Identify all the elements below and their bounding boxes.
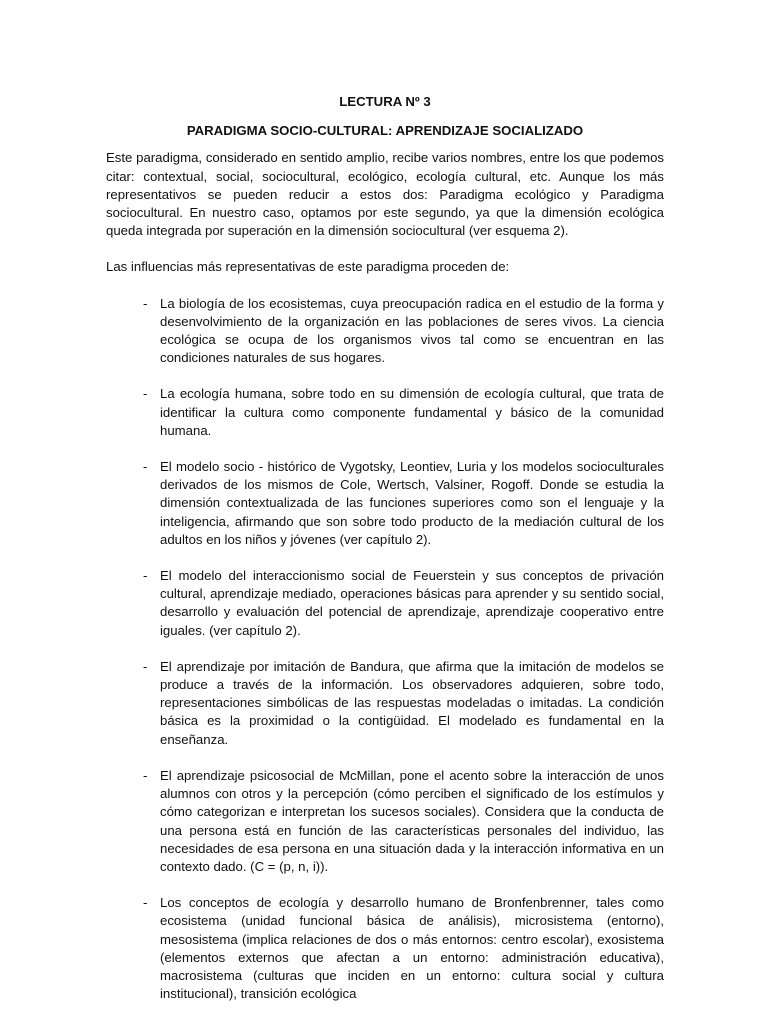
- bullet-dash: -: [143, 658, 148, 674]
- bullet-dash: -: [143, 767, 148, 783]
- list-item: [106, 385, 664, 440]
- list-item-text: El aprendizaje por imitación de Bandura, que afirma que la imitación de modelos se produce a través de la información. Los observadores adquieren, sobre todo, representaciones simbólicas de las respuestas modeladas o imitadas. La condición básica es la proximidad o la contigüidad. El modelado es fundamental en la enseñanza.: [160, 658, 664, 747]
- bullet-dash: -: [143, 568, 148, 584]
- bullet-dash: -: [143, 386, 148, 402]
- list-item: [106, 295, 664, 368]
- document-body: [106, 93, 664, 1021]
- lead-paragraph: Las influencias más representativas de este paradigma proceden de:: [106, 259, 510, 275]
- bullet-dash: -: [143, 295, 148, 311]
- intro-paragraph: Este paradigma, considerado en sentido amplio, recibe varios nombres, entre los que podemos citar: contextual, social, sociocultural, ecológico, ecología cultural, etc. Aunque los más representativos se pueden reducir a estos dos: Paradigma ecológico y Paradigma sociocultural. En nuestro caso, optamos por este segundo, ya que la dimensión ecológica queda integrada por superación en la dimensión sociocultural (ver esquema 2).: [106, 150, 664, 239]
- page-subtitle: PARADIGMA SOCIO-CULTURAL: APRENDIZAJE SOCIALIZADO: [186, 123, 584, 139]
- list-item-text: La biología de los ecosistemas, cuya preocupación radica en el estudio de la forma y desenvolvimiento de la organización en las poblaciones de seres vivos. La ciencia ecológica se ocupa de los organismos vivos tal como se encuentran en las condiciones naturales de sus hogares.: [160, 295, 664, 366]
- list-item-text: El modelo socio - histórico de Vygotsky, Leontiev, Luria y los modelos socioculturales derivados de los mismos de Cole, Wertsch, Valsiner, Rogoff. Donde se estudia la dimensión contextualizada de las funciones superiores como son el lenguaje y la inteligencia, afirmando que son sobre todo producto de la mediación cultural de los adultos en los niños y jóvenes (ver capítulo 2).: [160, 459, 664, 547]
- bullet-dash: -: [143, 459, 148, 475]
- bullet-dash: -: [143, 895, 148, 911]
- list-item-text: El aprendizaje psicosocial de McMillan, pone el acento sobre la interacción de unos alumnos con otros y la percepción (cómo perciben el significado de los estímulos y cómo categorizan e interpretan los sucesos sociales). Considera que la conducta de una persona está en función de las características personales del individuo, las necesidades de esa persona en una situación dada y la interacción informativa en un contexto dado. (C = (p, n, i)).: [160, 767, 664, 874]
- list-item-text: La ecología humana, sobre todo en su dimensión de ecología cultural, que trata de identificar la cultura como componente fundamental y básico de la comunidad humana.: [160, 386, 664, 438]
- page-title: LECTURA Nº 3: [339, 94, 431, 109]
- list-item-text: Los conceptos de ecología y desarrollo humano de Bronfenbrenner, tales como ecosistema (unidad funcional básica de análisis), microsistema (entorno), mesosistema (implica relaciones de dos o más entornos: centro escolar), exosistema (elementos externos que afectan a un entorno: administración educativa), macrosistema (culturas que inciden en un entorno: cultura social y cultura institucional), transición ecológica: [160, 895, 664, 1002]
- list-item: [106, 767, 664, 876]
- list-item: [106, 458, 664, 549]
- list-item: [106, 567, 664, 640]
- list-item: [106, 894, 664, 1003]
- influences-list: [106, 295, 664, 1004]
- list-item-text: El modelo del interaccionismo social de Feuerstein y sus conceptos de privación cultural, aprendizaje mediado, operaciones básicas para aprender y su sentido social, desarrollo y evaluación del potencial de aprendizaje, aprendizaje cooperativo entre iguales. (ver capítulo 2).: [160, 568, 664, 638]
- list-item: [106, 658, 664, 749]
